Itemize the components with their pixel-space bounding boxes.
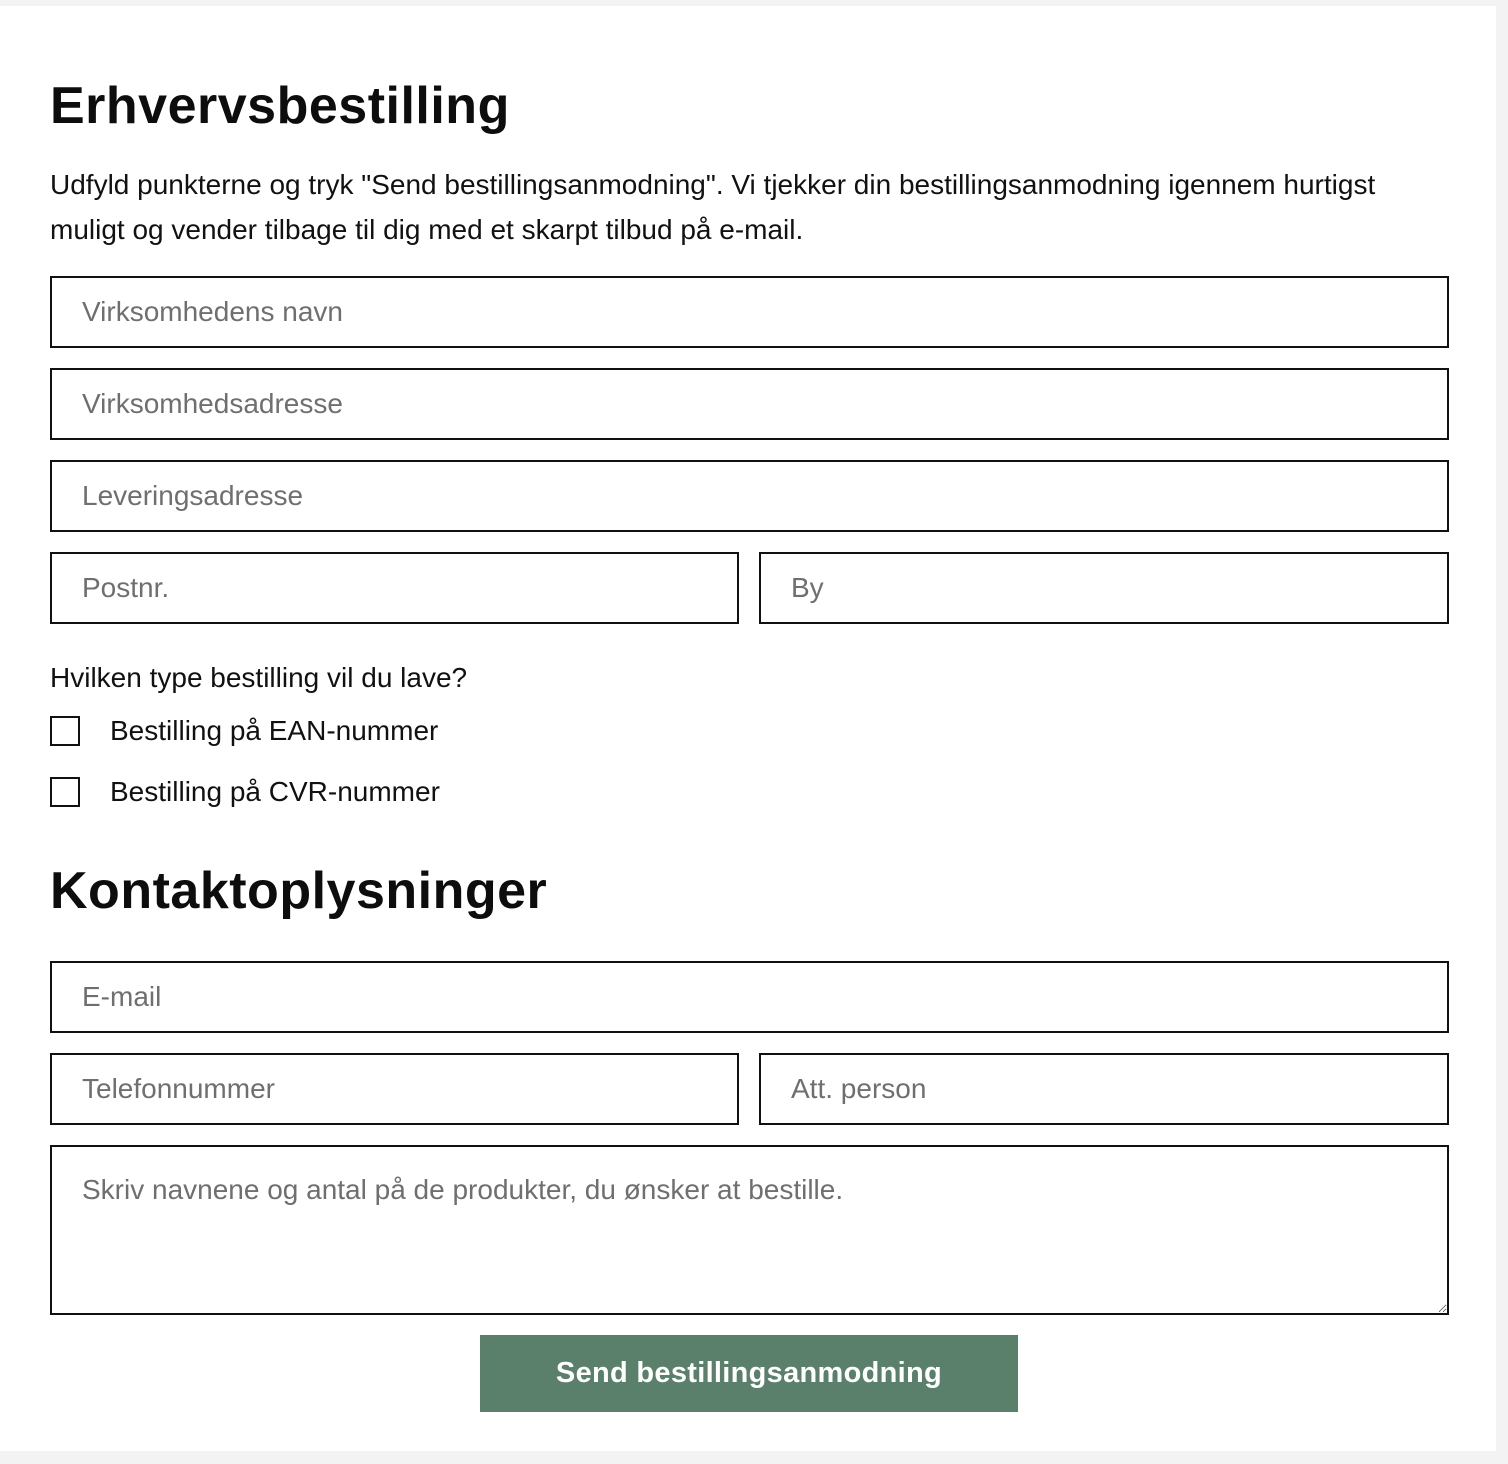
order-form-panel bbox=[0, 6, 1496, 1451]
company-address-input[interactable] bbox=[50, 368, 1449, 440]
att-person-input[interactable] bbox=[759, 1053, 1449, 1125]
cvr-order-option[interactable] bbox=[50, 775, 440, 809]
products-textarea[interactable] bbox=[50, 1145, 1449, 1315]
cvr-checkbox[interactable] bbox=[50, 777, 80, 807]
order-type-question: Hvilken type bestilling vil du lave? bbox=[50, 662, 468, 693]
ean-checkbox-label: Bestilling på EAN-nummer bbox=[110, 715, 439, 746]
delivery-address-input[interactable] bbox=[50, 460, 1449, 532]
contact-section-title: Kontaktoplysninger bbox=[50, 862, 548, 920]
postal-code-input[interactable] bbox=[50, 552, 739, 624]
intro-text: Udfyld punkterne og tryk "Send bestillingsanmodning". Vi tjekker din bestillingsanmodning igennem hurtigst muligt og vender tilbage til dig med et skarpt tilbud på e-mail. bbox=[50, 169, 1376, 245]
cvr-checkbox-label: Bestilling på CVR-nummer bbox=[110, 776, 440, 807]
city-input[interactable] bbox=[759, 552, 1449, 624]
page-title: Erhvervsbestilling bbox=[50, 77, 510, 135]
company-name-input[interactable] bbox=[50, 276, 1449, 348]
ean-checkbox[interactable] bbox=[50, 716, 80, 746]
email-input[interactable] bbox=[50, 961, 1449, 1033]
ean-order-option[interactable] bbox=[50, 714, 438, 748]
send-order-request-button[interactable]: Send bestillingsanmodning bbox=[480, 1335, 1018, 1412]
phone-input[interactable] bbox=[50, 1053, 739, 1125]
